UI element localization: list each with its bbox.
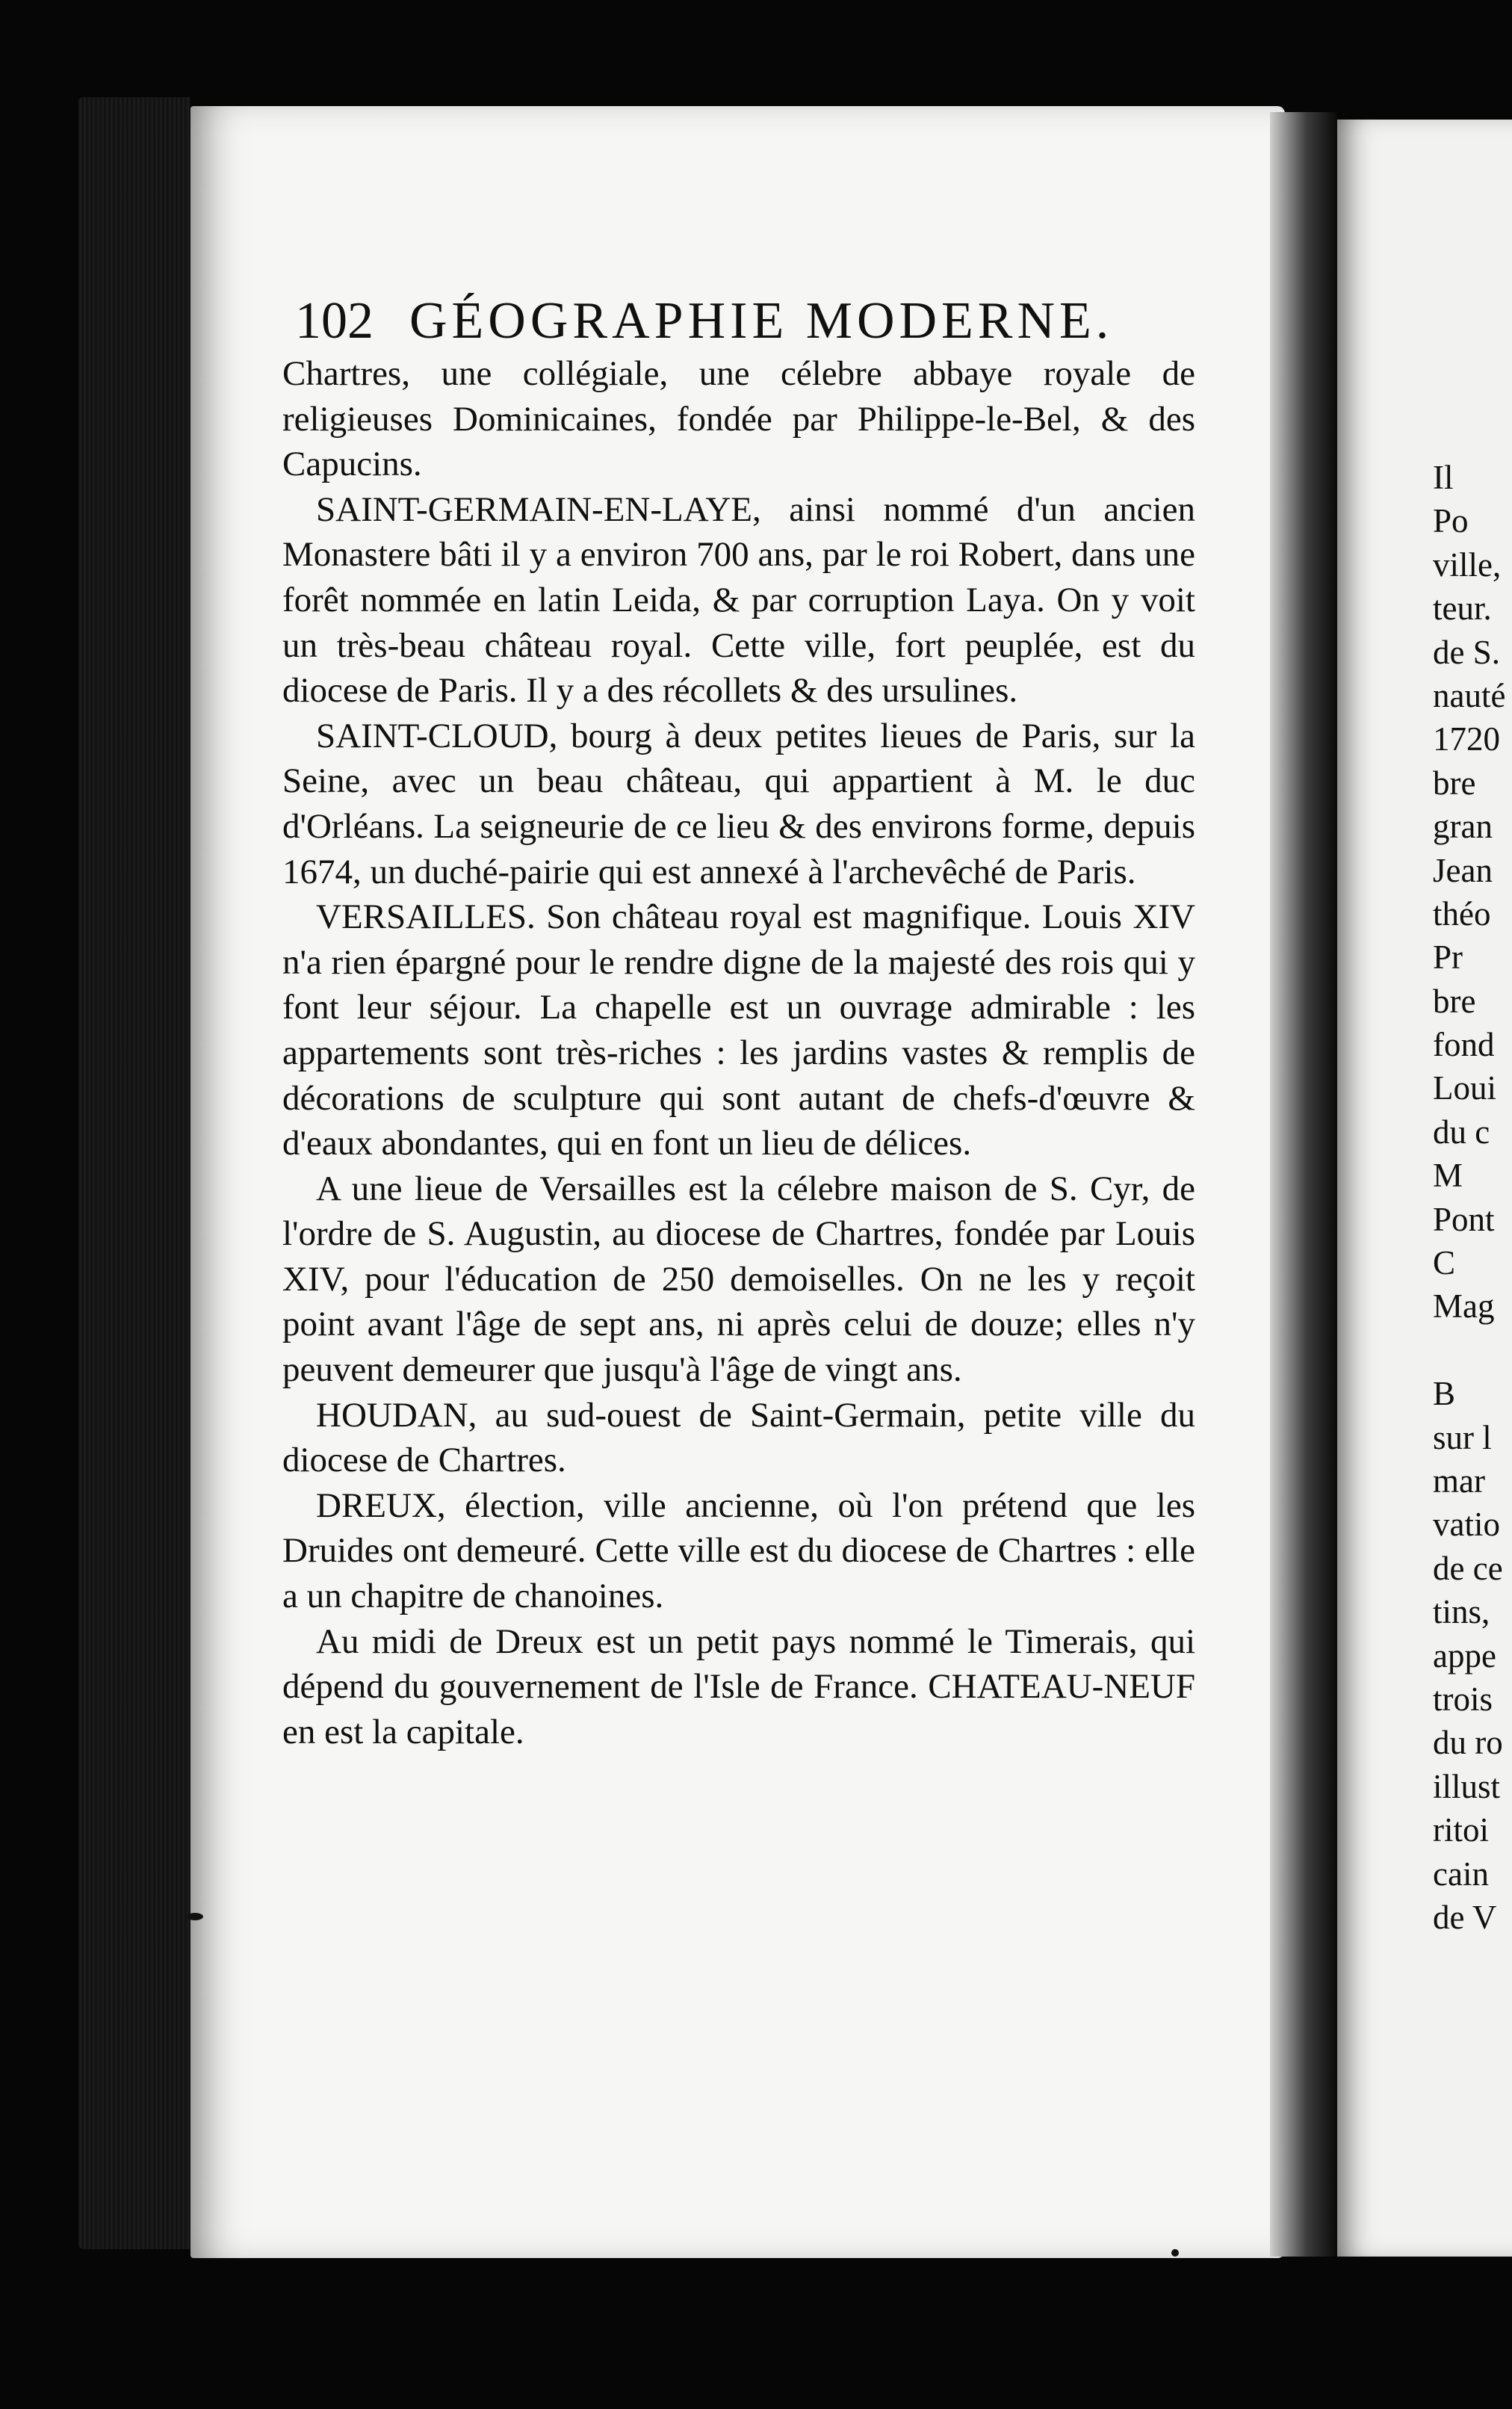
paragraph-saint-cloud: SAINT-CLOUD, bourg à deux petites lieues de Paris, sur la Seine, avec un beau château, qui appartient à M. le duc d'Orléans. La seigneurie de ce lieu & des environs forme, depuis 1674, un duché-pairie qui est annexé à l'archevêché de Paris. [282, 716, 1195, 891]
right-fragment: tins, [1433, 1593, 1490, 1631]
page-edge-stack [78, 97, 190, 2249]
right-fragment: illust [1433, 1767, 1501, 1805]
right-fragment: Po [1433, 502, 1469, 540]
right-fragment: mar [1433, 1462, 1485, 1500]
paragraph-saint-germain: SAINT-GERMAIN-EN-LAYE, ainsi nommé d'un ancien Monastere bâti il y a environ 700 ans, par le roi Robert, dans une forêt nommée en latin Leida, & par corruption Laya. On y voit un très-beau château royal. Cette ville, fort peuplée, est du diocese de Paris. Il y a des récollets & des ursulines. [282, 489, 1195, 711]
right-fragment: fond [1433, 1026, 1495, 1064]
right-fragment: de ce [1433, 1549, 1503, 1587]
right-fragment: Pr [1433, 938, 1463, 977]
running-header [295, 291, 1192, 351]
right-fragment: bre [1433, 982, 1476, 1020]
right-fragment: B [1433, 1375, 1456, 1413]
right-fragment: teur. [1433, 590, 1492, 628]
right-fragment: Loui [1433, 1069, 1496, 1107]
paragraph-chartres-continued: Chartres, une collégiale, une célebre abbaye royale de religieuses Dominicaines, fondée par Philippe-le-Bel, & des Capucins. [282, 354, 1195, 484]
right-fragment: de S. [1433, 633, 1500, 671]
right-fragment: M [1433, 1157, 1463, 1195]
right-fragment: 1720 [1433, 720, 1500, 758]
right-fragment: de V [1433, 1898, 1497, 1936]
right-page-text [1433, 456, 1512, 1939]
right-fragment: appe [1433, 1636, 1496, 1674]
paragraph-houdan: HOUDAN, au sud-ouest de Saint-Germain, petite ville du diocese de Chartres. [282, 1395, 1195, 1480]
paragraph-timerais: Au midi de Dreux est un petit pays nommé le Timerais, qui dépend du gouvernement de l'Isle de France. CHATEAU-NEUF en est la capitale. [282, 1621, 1195, 1751]
right-fragment: vatio [1433, 1506, 1500, 1544]
right-fragment: Mag [1433, 1287, 1495, 1326]
right-fragment: Jean [1433, 851, 1493, 889]
ink-speck [1171, 2249, 1179, 2257]
right-fragment: bre [1433, 764, 1476, 802]
paragraph-saint-cyr: A une lieue de Versailles est la célebre maison de S. Cyr, de l'ordre de S. Augustin, au diocese de Chartres, fondée par Louis XIV, pour l'éducation de 250 demoiselles. On ne les y reçoit point avant l'âge de sept ans, ni après celui de douze; elles n'y peuvent demeurer que jusqu'à l'âge de vingt ans. [282, 1169, 1195, 1390]
right-fragment [1433, 1329, 1512, 1372]
right-fragment: Il [1433, 459, 1454, 496]
right-fragment: nauté [1433, 676, 1506, 714]
right-fragment: ritoi [1433, 1811, 1489, 1849]
ink-speck [187, 1913, 203, 1920]
paragraph-versailles: VERSAILLES. Son château royal est magnifique. Louis XIV n'a rien épargné pour le rendre digne de la majesté des rois qui y font leur séjour. La chapelle est un ouvrage admirable : les appartements sont très-riches : les jardins vastes & remplis de décorations de sculpture qui sont autant de chefs-d'œuvre & d'eaux abondantes, qui en font un lieu de délices. [282, 897, 1195, 1163]
right-fragment: cain [1433, 1855, 1489, 1893]
page-number: 102 [295, 292, 374, 350]
right-fragment: trois [1433, 1680, 1493, 1718]
right-fragment: du ro [1433, 1724, 1503, 1762]
right-fragment: Pont [1433, 1200, 1495, 1238]
running-title: GÉOGRAPHIE MODERNE. [409, 292, 1114, 350]
right-fragment: ville, [1433, 545, 1502, 584]
body-text [282, 351, 1195, 1754]
right-fragment: théo [1433, 894, 1491, 933]
right-fragment: du c [1433, 1113, 1490, 1151]
right-fragment: gran [1433, 808, 1493, 846]
paragraph-dreux: DREUX, élection, ville ancienne, où l'on prétend que les Druides ont demeuré. Cette ville est du diocese de Chartres : elle a un chapitre de chanoines. [282, 1485, 1195, 1616]
book-gutter [1270, 112, 1337, 2257]
right-fragment: sur l [1433, 1418, 1492, 1456]
right-fragment: C [1433, 1244, 1456, 1282]
